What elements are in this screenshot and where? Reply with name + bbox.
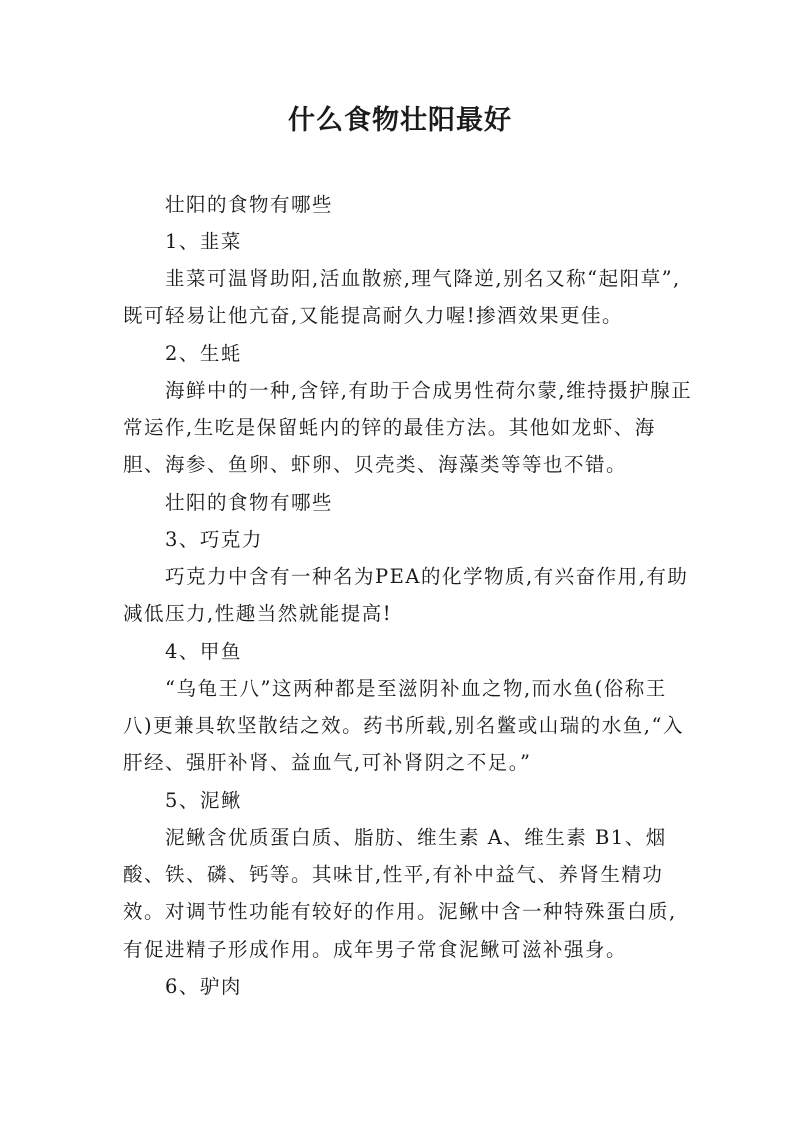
paragraph-oyster: 海鲜中的一种,含锌,有助于合成男性荷尔蒙,维持摄护腺正常运作,生吃是保留蚝内的锌的最佳方法。其他如龙虾、海胆、海参、鱼卵、虾卵、贝壳类、海藻类等等也不错。 (123, 379, 693, 477)
paragraph-chives: 韭菜可温肾助阳,活血散瘀,理气降逆,别名又称“起阳草”,既可轻易让他亢奋,又能提高耐久力喔!掺酒效果更佳。 (123, 267, 681, 328)
paragraph-chocolate: 巧克力中含有一种名为PEA的化学物质,有兴奋作用,有助减低压力,性趣当然就能提高! (123, 565, 689, 626)
item-heading-oyster: 2、生蚝 (165, 342, 242, 365)
section-heading: 壮阳的食物有哪些 (165, 193, 334, 216)
section-heading-repeat: 壮阳的食物有哪些 (165, 491, 334, 514)
paragraph-turtle: “乌龟王八”这两种都是至滋阴补血之物,而水鱼(俗称王八)更兼具软坚散结之效。药书所载,别名鳖或山瑞的水鱼,“入肝经、强肝补肾、益血气,可补肾阴之不足。” (123, 677, 684, 775)
item-heading-chocolate: 3、巧克力 (165, 528, 263, 551)
document-title: 什么食物壮阳最好 (288, 105, 512, 136)
item-heading-donkey: 6、驴肉 (165, 975, 242, 998)
item-heading-turtle: 4、甲鱼 (165, 640, 242, 663)
item-heading-loach: 5、泥鳅 (165, 789, 242, 812)
item-heading-chives: 1、韭菜 (165, 230, 242, 253)
paragraph-loach: 泥鳅含优质蛋白质、脂肪、维生素 A、维生素 B1、烟酸、铁、磷、钙等。其味甘,性平,有补中益气、养肾生精功效。对调节性功能有较好的作用。泥鳅中含一种特殊蛋白质,有促进精子形成作用。成年男子常食泥鳅可滋补强身。 (123, 826, 677, 961)
